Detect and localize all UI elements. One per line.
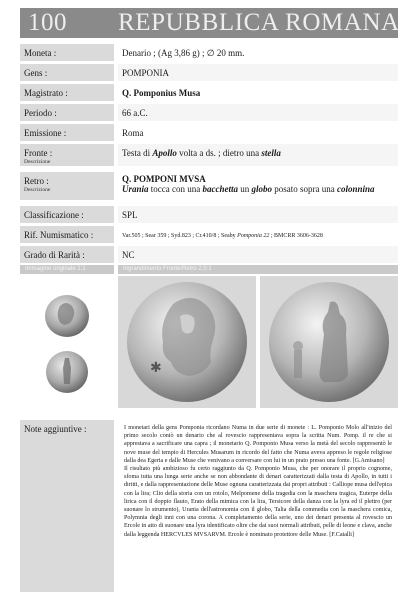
retro-urania: Urania	[122, 184, 149, 194]
label-periodo: Periodo :	[20, 104, 114, 121]
row-periodo	[20, 104, 398, 121]
fronte-text-1: Testa di	[122, 148, 153, 158]
image-bar-original-label: Immagine originale 1:1	[25, 266, 86, 272]
coin-small-reverse	[46, 351, 88, 393]
coin-small-obverse	[45, 295, 89, 337]
photo-enlarged-reverse	[260, 276, 398, 408]
label-moneta: Moneta :	[20, 44, 114, 61]
row-moneta	[20, 44, 398, 61]
label-gens: Gens :	[20, 64, 114, 81]
label-fronte-sub: Descrizione	[24, 159, 51, 165]
row-rif-numismatico	[20, 226, 398, 243]
retro-legend: Q. POMPONI MVSA	[122, 174, 206, 184]
row-emissione	[20, 124, 398, 141]
svg-text:✱: ✱	[150, 360, 162, 376]
original-coins-image	[20, 276, 114, 408]
row-notes	[20, 420, 398, 592]
page-header	[20, 8, 398, 38]
label-notes: Note aggiuntive :	[20, 420, 114, 592]
photo-enlarged-obverse	[118, 276, 256, 408]
rif-text-1: Var.505 ; Sear 359 ; Syd.823 ; Cr.410/8 ; Seaby	[122, 233, 238, 239]
catalog-number: 100	[28, 9, 67, 36]
image-bar-enlarged	[118, 265, 398, 274]
label-fronte	[20, 144, 114, 166]
photo-original-coins	[20, 276, 114, 408]
value-retro	[118, 172, 398, 200]
enlarged-obverse-image	[118, 276, 256, 408]
retro-text-3: posato sopra una	[272, 184, 338, 194]
label-classificazione: Classificazione :	[20, 206, 114, 223]
label-retro-text: Retro :	[24, 176, 49, 186]
retro-text-1: tocca con una	[148, 184, 203, 194]
row-fronte	[20, 144, 398, 166]
retro-colonnina: colonnina	[337, 184, 375, 194]
notes-text: I monetari della gens Pomponia ricordano Numa in due serie di monete : L. Pomponio Molo all'inizio del primo secolo coniò un denario che al rovescio rappresentava sopra la scritta Num. Pomp. il re che si apprestava a sacrificare una capra ; il monetario Q. Pomponio Musa verso la metà del secolo rappresentò le nove muse del tempio di Hercules Musarum in ricordo del fatto che Numa aveva appreso le regole religiose dalla dea Egeria e dalle Muse che venivano a conversare con lui in un prato presso una fonte. [G.Amisano] Il risultato più ambizioso fu certo raggiunto da Q. Pomponio Musa, che per onorare il proprio cognome, sfoma tutta una lunga serie anche se non abbondante di denari caratterizzati dalla testa di Apollo, in tutti i diritti, e dalla rappresentazione delle Muse ognuna caratterizzata dai propri attributi : Calliope musa dell'epica con la lira; Clio della storia con un rotolo, Melpomene della tragedia con la maschera tragica, Euterpe della lirica con il doppio flauto, Erato della mimica con la lira, Tersicore della danza con la lyra ed il plettro (per suonare lo strumento), Urania dell'astronomia con il globo, Talia della commedia con la maschera comica, Polymnia degli inni con una corona. A completamento della serie, uno dei denari presenta al rovescio un Ercole in atto di suonare una lyra identificato oltre che dai suoi normali attributi, pelle di leone e clava, anche dalla leggenda HERCVLES MVSARVM. Ercole è nominato protettore delle Muse. [F.Catalli]	[118, 420, 398, 592]
page-title: REPUBBLICA ROMANA	[118, 9, 400, 36]
row-retro	[20, 172, 398, 200]
fronte-apollo: Apollo	[152, 148, 177, 158]
label-magistrato: Magistrato :	[20, 84, 114, 101]
value-emissione: Roma	[118, 124, 398, 141]
enlarged-reverse-image	[260, 276, 398, 408]
label-retro-sub: Descrizione	[24, 187, 51, 193]
magistrato-name: Q. Pomponius Musa	[122, 88, 201, 98]
value-magistrato	[118, 84, 398, 101]
value-gens: POMPONIA	[118, 64, 398, 81]
value-rif-numismatico	[118, 226, 398, 243]
label-emissione: Emissione :	[20, 124, 114, 141]
fronte-text-2: volta a ds. ; dietro una	[176, 148, 262, 158]
value-classificazione: SPL	[118, 206, 398, 223]
row-gens	[20, 64, 398, 81]
row-classificazione	[20, 206, 398, 223]
label-retro	[20, 172, 114, 200]
image-bar-enlarged-label: Ingrandimento Fronte/Retro 2,5:1	[123, 266, 212, 272]
value-rarita: NC	[118, 246, 398, 263]
label-rif-numismatico: Rif. Numismatico :	[20, 226, 114, 243]
label-rarita: Grado di Rarità :	[20, 246, 114, 263]
retro-text-2: un	[238, 184, 252, 194]
value-moneta: Denario ; (Ag 3,86 g) ; ∅ 20 mm.	[118, 44, 398, 61]
image-bar-original	[20, 265, 114, 274]
value-periodo: 66 a.C.	[118, 104, 398, 121]
fronte-stella: stella	[261, 148, 281, 158]
row-magistrato	[20, 84, 398, 101]
rif-seaby: Pomponia 22	[237, 233, 270, 239]
retro-bacchetta: bacchetta	[202, 184, 238, 194]
rif-text-2: ; BMCRR 3606-3628	[269, 233, 323, 239]
row-rarita	[20, 246, 398, 263]
value-fronte	[118, 144, 398, 166]
label-fronte-text: Fronte :	[24, 148, 53, 158]
retro-globo: globo	[251, 184, 273, 194]
